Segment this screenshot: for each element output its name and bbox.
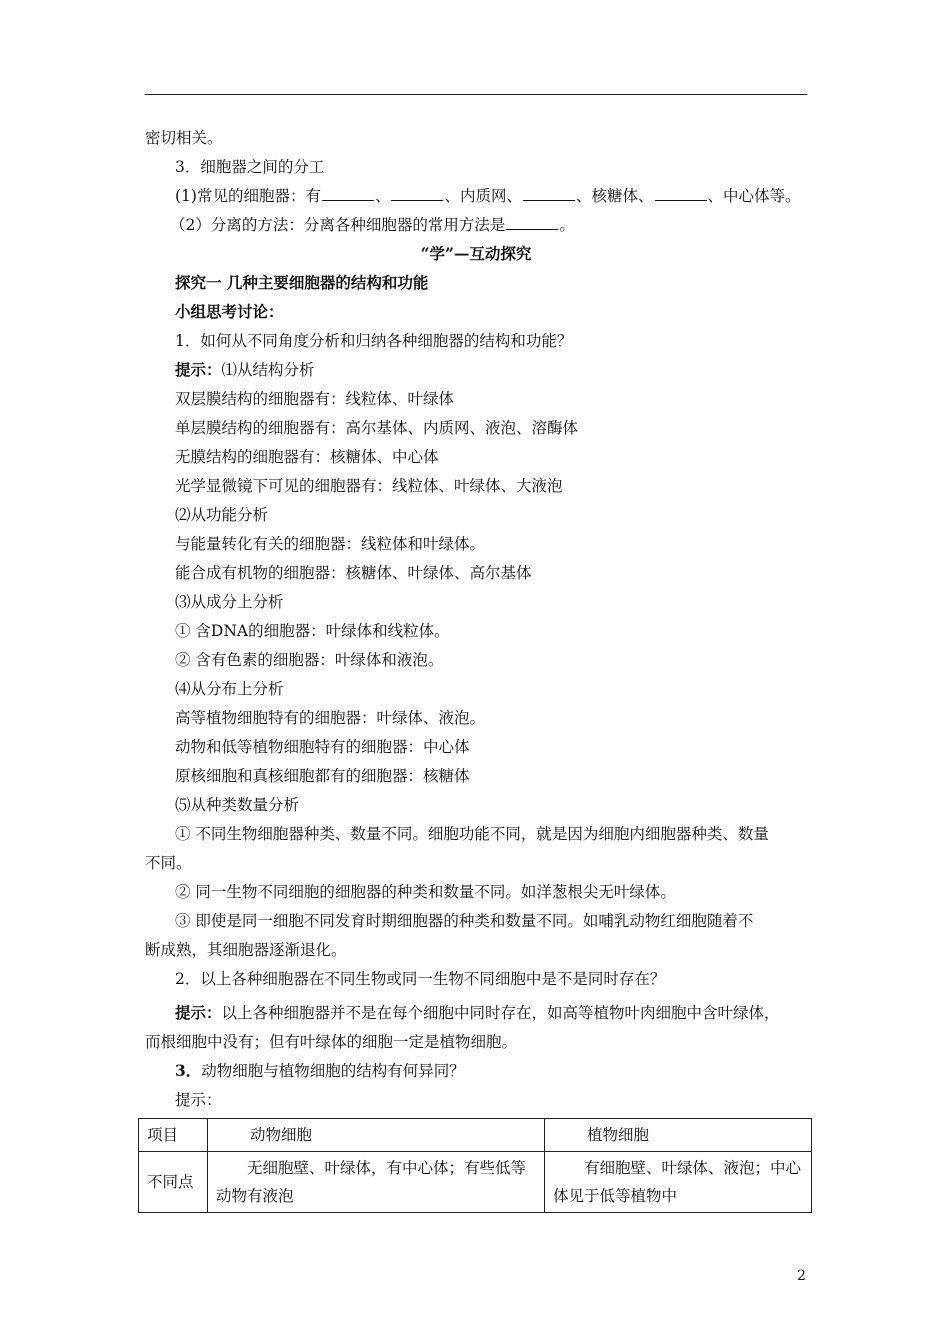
text-line: 不同。 (145, 854, 192, 872)
answer-blank (391, 186, 443, 201)
answer-blank (523, 186, 575, 201)
text-line: 光学显微镜下可见的细胞器有：线粒体、叶绿体、大液泡 (175, 477, 563, 495)
text: （2）分离的方法：分离各种细胞器的常用方法是 (170, 216, 506, 234)
inquiry-heading: 探究一 几种主要细胞器的结构和功能 (175, 273, 429, 292)
text-line: 密切相关。 (145, 129, 223, 147)
text: 。 (559, 216, 575, 234)
hint-label: 提示： (175, 360, 222, 379)
text-line: 与能量转化有关的细胞器：线粒体和叶绿体。 (175, 535, 486, 553)
text-line: 能合成有机物的细胞器：核糖体、叶绿体、高尔基体 (175, 564, 532, 582)
text: 、核糖体、 (576, 187, 654, 205)
text-line: 单层膜结构的细胞器有：高尔基体、内质网、液泡、溶酶体 (175, 419, 579, 437)
text-line: 高等植物细胞特有的细胞器：叶绿体、液泡。 (175, 709, 486, 727)
hint-label: 提示： (175, 1003, 222, 1022)
table-cell: 无细胞壁、叶绿体，有中心体；有些低等动物有液泡 (208, 1152, 545, 1213)
text: 、 (374, 187, 391, 205)
fill-in-line (175, 186, 801, 206)
table-cell: 不同点 (139, 1152, 208, 1213)
text-line: ② 含有色素的细胞器：叶绿体和液泡。 (175, 651, 444, 669)
comparison-table (138, 1118, 812, 1213)
page-number: 2 (797, 1268, 806, 1284)
text-line: ⑷从分布上分析 (175, 680, 284, 698)
text-line: 无膜结构的细胞器有：核糖体、中心体 (175, 448, 439, 466)
table-header-row (139, 1119, 812, 1152)
text-line: ③ 即使是同一细胞不同发育时期细胞器的种类和数量不同。如哺乳动物红细胞随着不 (175, 912, 754, 930)
header-rule (145, 94, 807, 95)
hint-line (175, 360, 315, 380)
question: 2．以上各种细胞器在不同生物或同一生物不同细胞中是不是同时存在？ (175, 970, 666, 988)
text-line: 动物和低等植物细胞特有的细胞器：中心体 (175, 738, 470, 756)
section-heading: 3．细胞器之间的分工 (175, 158, 325, 176)
table-cell: 有细胞壁、叶绿体、液泡；中心体见于低等植物中 (545, 1152, 812, 1213)
text-line: 原核细胞和真核细胞都有的细胞器：核糖体 (175, 767, 470, 785)
discussion-heading: 小组思考讨论： (175, 302, 284, 321)
text: 以上各种细胞器并不是在每个细胞中同时存在，如高等植物叶肉细胞中含叶绿体， (221, 1004, 780, 1022)
text-line: ⑵从功能分析 (175, 506, 269, 524)
text: (1)常见的细胞器：有 (175, 187, 321, 205)
section-title: “学”—互动探究 (420, 244, 532, 263)
fill-in-line (170, 215, 575, 235)
text-line: ① 不同生物细胞器种类、数量不同。细胞功能不同，就是因为细胞内细胞器种类、数量 (175, 825, 769, 843)
text: 动物细胞与植物细胞的结构有何异同？ (201, 1062, 465, 1080)
text-line: ② 同一生物不同细胞的细胞器的种类和数量不同。如洋葱根尖无叶绿体。 (175, 883, 676, 901)
question-number: 3． (175, 1061, 202, 1080)
text: ⑴从结构分析 (221, 361, 315, 379)
answer-blank (655, 186, 707, 201)
text-line: ⑶从成分上分析 (175, 593, 284, 611)
table-header-cell: 植物细胞 (545, 1119, 812, 1152)
answer-blank (506, 215, 558, 230)
text: 、中心体等。 (707, 187, 801, 205)
table-row (139, 1152, 812, 1213)
text: 、内质网、 (444, 187, 522, 205)
text-line: ⑸从种类数量分析 (175, 796, 300, 814)
table-header-cell: 项目 (139, 1119, 208, 1152)
text-line: 断成熟，其细胞器逐渐退化。 (145, 941, 347, 959)
text-line: 双层膜结构的细胞器有：线粒体、叶绿体 (175, 390, 455, 408)
question: 1．如何从不同角度分析和归纳各种细胞器的结构和功能？ (175, 332, 573, 350)
table-header-cell: 动物细胞 (208, 1119, 545, 1152)
text-line: 而根细胞中没有；但有叶绿体的细胞一定是植物细胞。 (145, 1033, 518, 1051)
hint-label: 提示： (175, 1091, 222, 1109)
answer-blank (322, 186, 374, 201)
text-line: ① 含DNA的细胞器：叶绿体和线粒体。 (175, 622, 450, 640)
hint-line (175, 1003, 780, 1023)
question (175, 1061, 465, 1081)
